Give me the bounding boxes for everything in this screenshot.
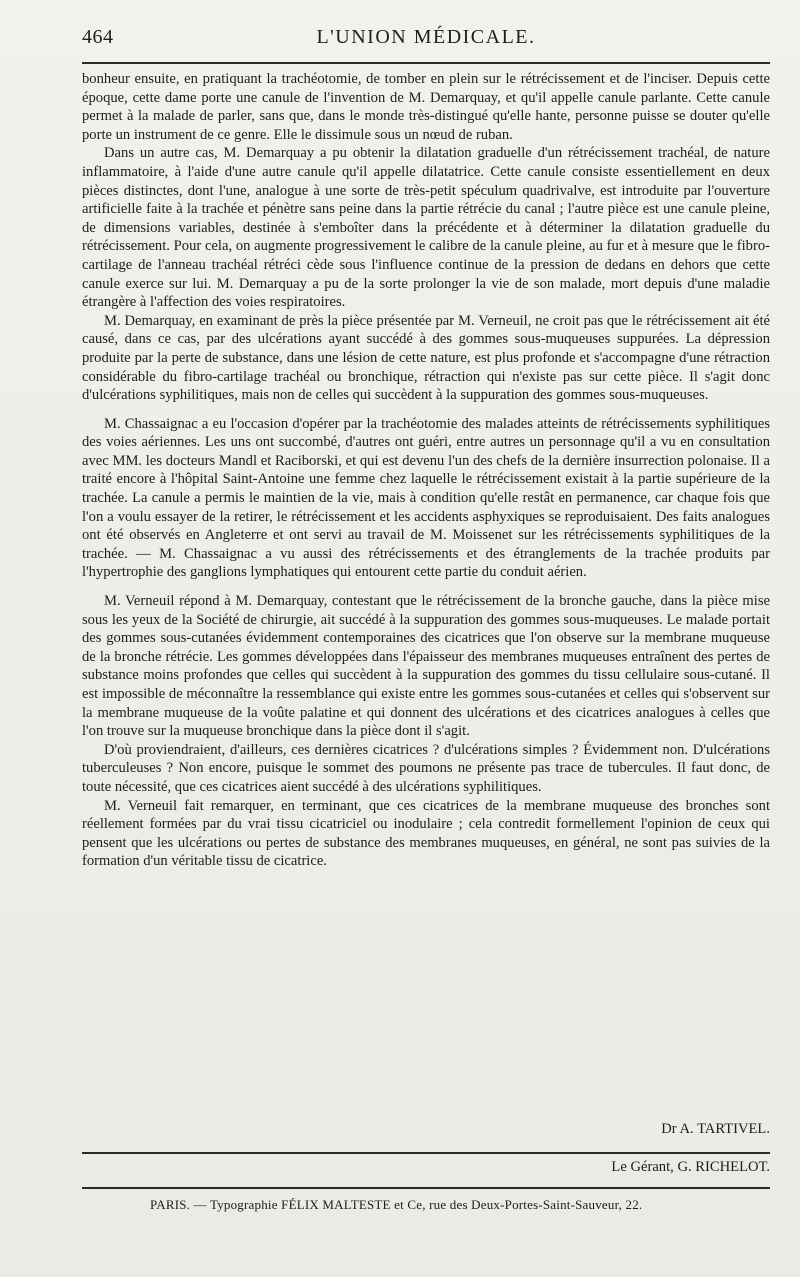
- page-number: 464: [82, 26, 114, 48]
- paragraph: M. Demarquay, en examinant de près la pièce présentée par M. Verneuil, ne croit pas que le rétrécissement ait été causé, dans ce cas, par des ulcérations ayant succédé à des gommes sous-muqueuses suppurées. La dépression produite par la perte de substance, dans une lésion de cette nature, est plus profonde et s'accompagne d'une rétraction considérable du fibro-cartilage trachéal ou bronchique, rétraction qui n'existe pas sur cette pièce. Il s'agit donc d'ulcérations syphilitiques, mais non de celles qui succèdent à la suppuration des gommes sous-muqueuses.: [82, 312, 770, 404]
- printer-imprint: PARIS. — Typographie FÉLIX MALTESTE et Ce, rue des Deux-Portes-Saint-Sauveur, 22.: [150, 1197, 643, 1212]
- paragraph: Dans un autre cas, M. Demarquay a pu obtenir la dilatation graduelle d'un rétrécissement trachéal, de nature inflammatoire, à l'aide d'une autre canule qu'il appelle dilatatrice. Cette canule consiste essentiellement en deux pièces distinctes, dont l'une, analogue à une sorte de très-petit spéculum quadrivalve, est introduite par l'ouverture artificielle faite à la trachée et pénètre sans peine dans la partie rétrécie du canal ; l'autre pièce est une canule pleine, de dimensions variables, destinée à s'emboîter dans la précédente et à déterminer la dilatation graduelle du rétrécissement. Pour cela, on augmente progressivement le calibre de la canule pleine, au fur et à mesure que le fibro-cartilage de l'anneau trachéal rétréci cède sous l'influence continue de la pression de dedans en dehors que cette canule exerce sur lui. M. Demarquay a pu de la sorte prolonger la vie de son malade, mort depuis d'une maladie étrangère à l'affection des voies respiratoires.: [82, 145, 770, 311]
- gerant-line: Le Gérant, G. RICHELOT.: [611, 1159, 770, 1175]
- paragraph: bonheur ensuite, en pratiquant la trachéotomie, de tomber en plein sur le rétrécissement et de l'inciser. Depuis cette époque, cette dame porte une canule de l'invention de M. Demarquay, et qu'il appelle canule parlante. Cette canule permet à la malade de parler, sans que, dans le monde très-distingué qu'elle hante, personne puisse se douter qu'elle porte un instrument de ce genre. Elle le dissimule sous un nœud de ruban.: [82, 71, 770, 143]
- author-signature: Dr A. TARTIVEL.: [661, 1121, 770, 1137]
- footer-rule: [82, 1152, 770, 1154]
- paragraph: M. Verneuil fait remarquer, en terminant, que ces cicatrices de la membrane muqueuse des bronches sont réellement formées par du vrai tissu cicatriciel ou inodulaire ; cela contredit formellement l'opinion de ceux qui pensent que les ulcérations ou pertes de substance des membranes muqueuses, en général, ne sont pas suivies de la formation d'un véritable tissu de cicatrice.: [82, 797, 770, 870]
- paragraph: M. Chassaignac a eu l'occasion d'opérer par la trachéotomie des malades atteints de rétrécissements syphilitiques des voies aériennes. Les uns ont succombé, d'autres ont guéri, entre autres un personnage qu'il a vu en consultation avec MM. les docteurs Mandl et Raciborski, et qui est devenu l'un des chefs de la dernière insurrection polonaise. Il a traité encore à l'hôpital Saint-Antoine une femme chez laquelle le rétrécissement existait à la partie supérieure de la trachée. La canule a permis le maintien de la vie, mais à condition qu'elle restât en permanence, car chaque fois que l'on a voulu essayer de la retirer, le rétrécissement et les accidents asphyxiques se reproduisaient. Des faits analogues ont été observés en Angleterre et ont servi au travail de M. Moissenet sur les rétrécissements syphilitiques de la trachée. — M. Chassaignac a vu aussi des rétrécissements et des étranglements de la trachée produits par l'hypertrophie des ganglions lymphatiques qui entourent cette partie du conduit aérien.: [82, 415, 770, 581]
- running-title: L'UNION MÉDICALE.: [316, 26, 536, 48]
- article-body: [82, 70, 770, 871]
- imprint-rule: [82, 1187, 770, 1189]
- header-rule: [82, 62, 770, 64]
- page-header: [82, 22, 770, 56]
- paragraph: M. Verneuil répond à M. Demarquay, contestant que le rétrécissement de la bronche gauche, dans la pièce mise sous les yeux de la Société de chirurgie, ait succédé à la suppuration des gommes sous-muqueuses. Le malade portait des gommes sous-cutanées évidemment contemporaines des cicatrices que l'on observe sur la membrane muqueuse de la bronche rétrécie. Les gommes développées dans l'épaisseur des membranes muqueuses entraînent des pertes de substance moins profondes que celles qui succèdent à la suppuration des gommes du tissu cellulaire sous-cutané. Il est impossible de méconnaître la ressemblance qui existe entre les gommes sous-cutanées et celles qui s'observent sur la membrane muqueuse de la voûte palatine et qui donnent des ulcérations et des cicatrices analogues à celles que l'on trouve sur la muqueuse bronchique dans la pièce dont il s'agit.: [82, 593, 770, 740]
- paragraph: D'où proviendraient, d'ailleurs, ces dernières cicatrices ? d'ulcérations simples ? Évidemment non. D'ulcérations tuberculeuses ? Non encore, puisque le sommet des poumons ne présente pas trace de tubercules. Il faut donc, de toute nécessité, que ces cicatrices aient succédé à des ulcérations syphilitiques.: [82, 741, 770, 795]
